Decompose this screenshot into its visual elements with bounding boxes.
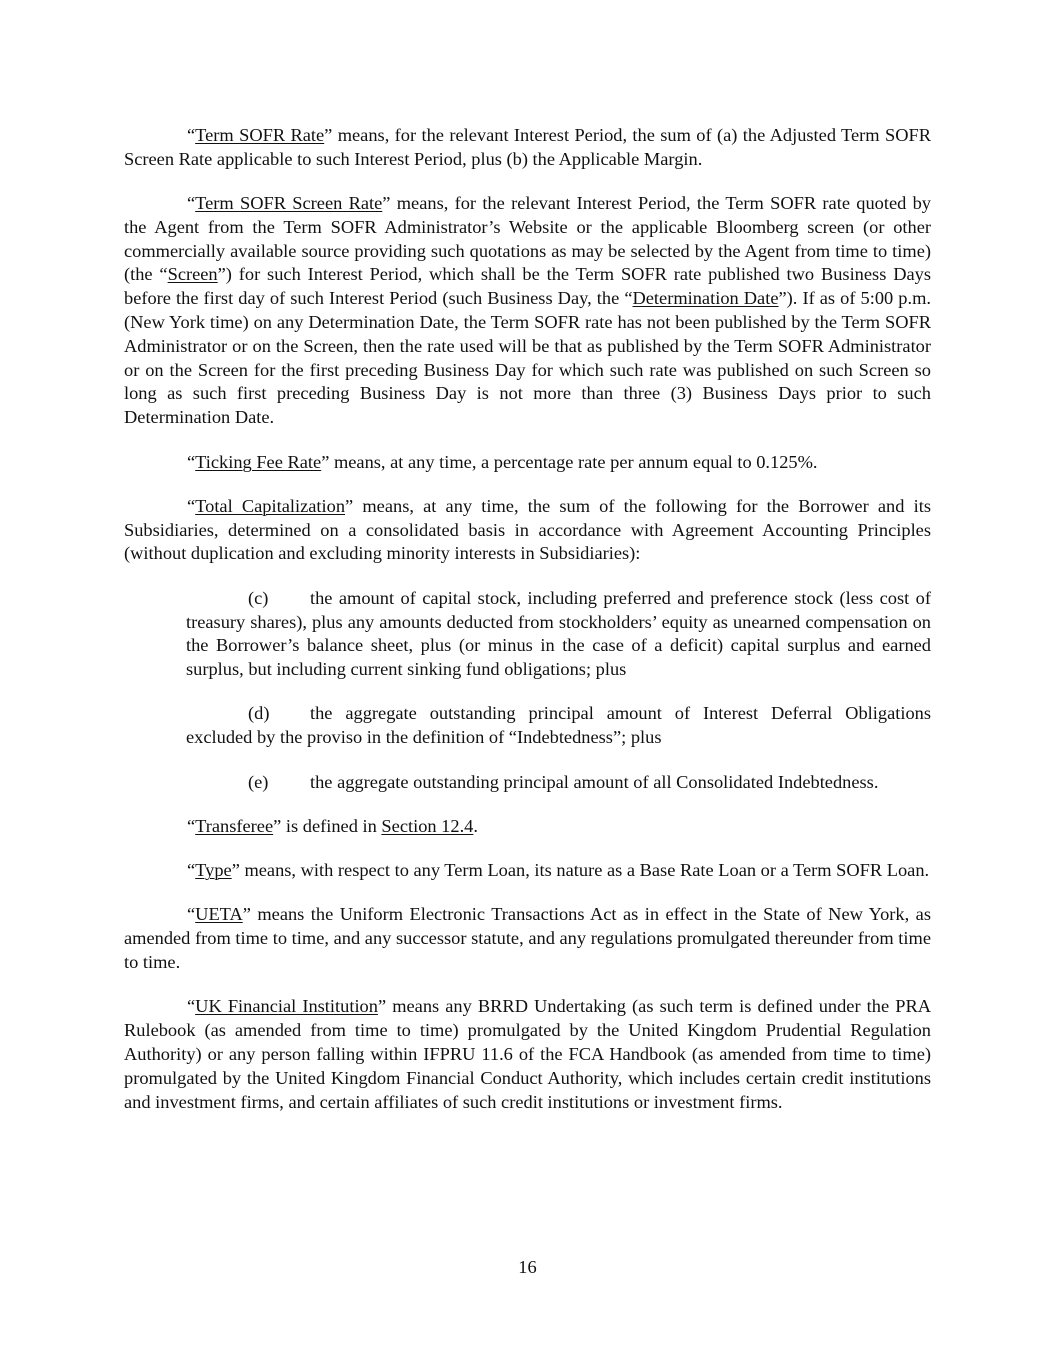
defined-term: Screen: [167, 264, 218, 285]
clause-d: (d) the aggregate outstanding principal amount of Interest Deferral Obligations excluded by the proviso in the definition of “Indebtedness”; plus: [186, 703, 931, 748]
definition-ueta: “UETA” means the Uniform Electronic Transactions Act as in effect in the State of New York, as amended from time to time, and any successor statute, and any regulations promulgated thereunder from time to time.: [124, 904, 931, 973]
clause-label: (c): [248, 587, 269, 608]
defined-term: Type: [195, 860, 232, 881]
definition-type: “Type” means, with respect to any Term Loan, its nature as a Base Rate Loan or a Term SOFR Loan.: [187, 860, 930, 881]
section-reference: Section 12.4: [381, 815, 474, 836]
defined-term: UETA: [195, 904, 243, 925]
definition-term-sofr-rate: “Term SOFR Rate” means, for the relevant Interest Period, the sum of (a) the Adjusted Term SOFR Screen Rate applicable to such Interest Period, plus (b) the Applicable Margin.: [124, 125, 931, 169]
definition-term-sofr-screen-rate: “Term SOFR Screen Rate” means, for the relevant Interest Period, the Term SOFR rate quoted by the Agent from the Term SOFR Administrator’s Website or the applicable Bloomberg screen (or other commercially available source providing such quotations as may be selected by the Agent from time to time) (the “Screen”) for such Interest Period, which shall be the Term SOFR rate published two Business Days before the first day of such Interest Period (such Business Day, the “Determination Date”). If as of 5:00 p.m. (New York time) on any Determination Date, the Term SOFR rate has not been published by the Term SOFR Administrator or on the Screen, then the rate used will be that as published by the Term SOFR Administrator or on the Screen for the first preceding Business Day for which such rate was published on such Screen so long as such first preceding Business Day is not more than three (3) Business Days prior to such Determination Date.: [124, 193, 931, 428]
defined-term: Term SOFR Rate: [195, 125, 325, 145]
clause-label: (d): [248, 703, 270, 724]
page-number: 16: [518, 1257, 537, 1277]
definition-uk-financial-institution: “UK Financial Institution” means any BRRD Undertaking (as such term is defined under the PRA Rulebook (as amended from time to time) promulgated by the United Kingdom Prudential Regulation Authority) or any person falling within IFPRU 11.6 of the FCA Handbook (as amended from time to time) promulgated by the United Kingdom Financial Conduct Authority, which includes certain credit institutions and investment firms, and certain affiliates of such credit institutions or investment firms.: [124, 996, 931, 1112]
defined-term: Total Capitalization: [195, 495, 346, 516]
defined-term: Term SOFR Screen Rate: [195, 193, 383, 214]
defined-term: UK Financial Institution: [195, 996, 378, 1017]
definition-ticking-fee-rate: “Ticking Fee Rate” means, at any time, a percentage rate per annum equal to 0.125%.: [187, 451, 818, 472]
definition-total-capitalization: “Total Capitalization” means, at any time, the sum of the following for the Borrower and its Subsidiaries, determined on a consolidated basis in accordance with Agreement Accounting Principles (without duplication and excluding minority interests in Subsidiaries):: [124, 495, 931, 564]
defined-term: Ticking Fee Rate: [195, 451, 322, 472]
clause-label: (e): [248, 771, 269, 792]
clause-e: (e) the aggregate outstanding principal amount of all Consolidated Indebtedness.: [186, 771, 931, 795]
document-page: [124, 124, 931, 1135]
definition-transferee: “Transferee” is defined in Section 12.4.: [187, 815, 478, 836]
clause-c: (c) the amount of capital stock, including preferred and preference stock (less cost of treasury shares), plus any amounts deducted from stockholders’ equity as unearned compensation on the Borrower’s balance sheet, plus (or minus in the case of a deficit) capital surplus and earned surplus, but including current sinking fund obligations; plus: [186, 587, 931, 680]
defined-term: Determination Date: [632, 288, 779, 309]
defined-term: Transferee: [195, 815, 274, 836]
